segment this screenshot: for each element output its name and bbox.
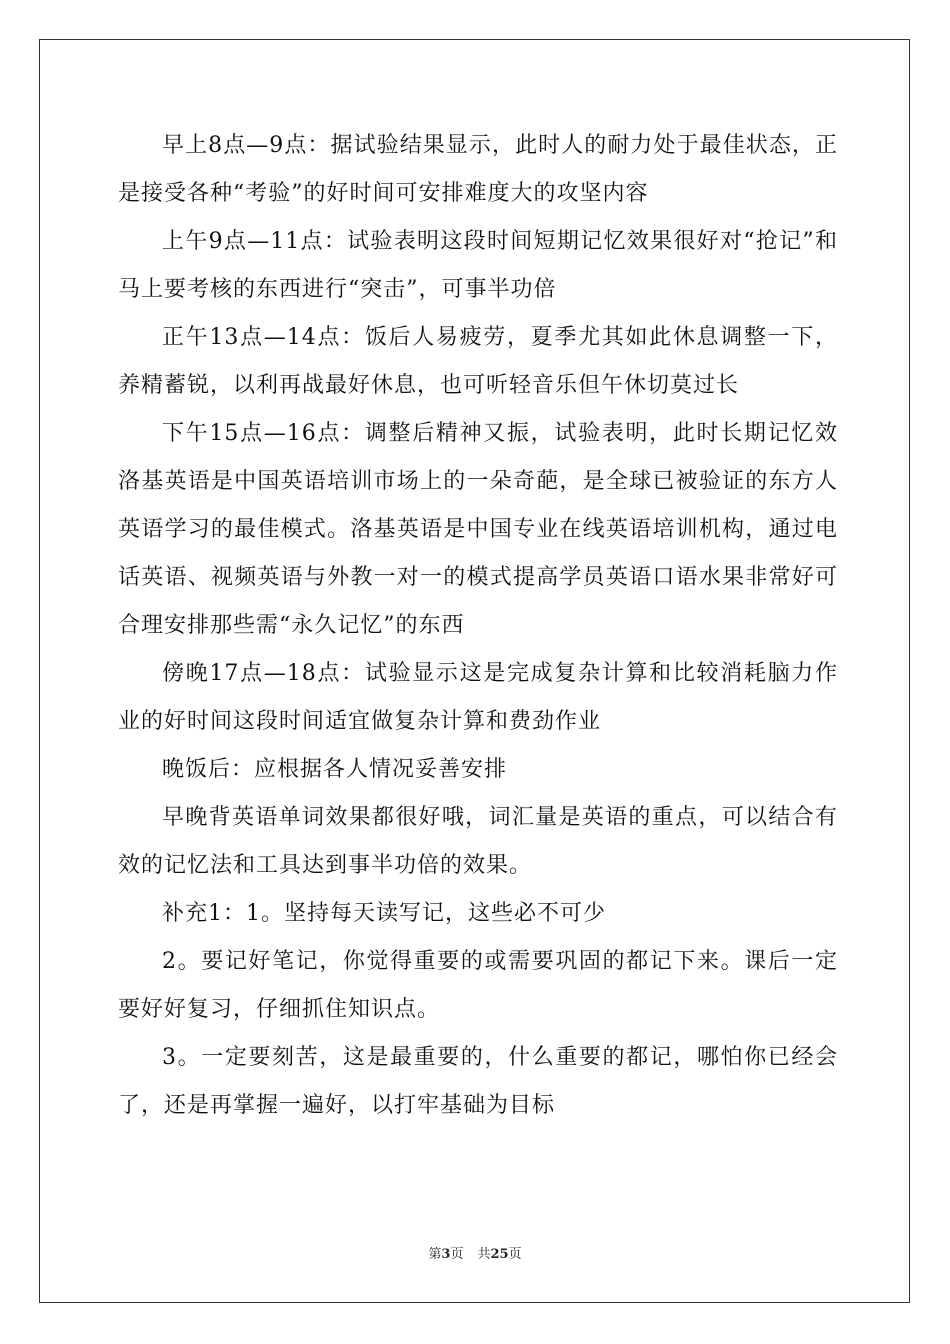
document-body xyxy=(118,122,838,1130)
paragraph-after-dinner: 晚饭后：应根据各人情况妥善安排 xyxy=(162,757,508,782)
paragraph-noon: 正午13点—14点：饭后人易疲劳，夏季尤其如此休息调整一下，养精蓄锐，以利再战最好休息，也可听轻音乐但午休切莫过长 xyxy=(118,325,838,398)
page-number: 3 xyxy=(441,1247,451,1262)
paragraph-morning: 早上8点—9点：据试验结果显示，此时人的耐力处于最佳状态，正是接受各种“考验”的好时间可安排难度大的攻坚内容 xyxy=(118,133,838,206)
paragraph-afternoon: 下午15点—16点：调整后精神又振，试验表明，此时长期记忆效洛基英语是中国英语培训市场上的一朵奇葩，是全球已被验证的东方人英语学习的最佳模式。洛基英语是中国专业在线英语培训机构，通过电话英语、视频英语与外教一对一的模式提高学员英语口语水果非常好可合理安排那些需“永久记忆”的东西 xyxy=(118,421,838,638)
total-suffix: 页 xyxy=(508,1247,522,1262)
page-prefix: 第 xyxy=(428,1247,442,1262)
total-prefix: 共 xyxy=(477,1247,491,1262)
paragraph-supplement-2: 2。要记好笔记，你觉得重要的或需要巩固的都记下来。课后一定要好好复习，仔细抓住知识点。 xyxy=(118,949,838,1022)
page-suffix: 页 xyxy=(450,1247,464,1262)
paragraph-supplement-3: 3。一定要刻苦，这是最重要的，什么重要的都记，哪怕你已经会了，还是再掌握一遍好，以打牢基础为目标 xyxy=(118,1045,838,1118)
paragraph-vocabulary: 早晚背英语单词效果都很好哦，词汇量是英语的重点，可以结合有效的记忆法和工具达到事半功倍的效果。 xyxy=(118,805,838,878)
paragraph-forenoon: 上午9点—11点：试验表明这段时间短期记忆效果很好对“抢记”和马上要考核的东西进行“突击”，可事半功倍 xyxy=(118,229,838,302)
total-pages: 25 xyxy=(490,1247,509,1262)
paragraph-evening: 傍晚17点—18点：试验显示这是完成复杂计算和比较消耗脑力作业的好时间这段时间适宜做复杂计算和费劲作业 xyxy=(118,661,838,734)
paragraph-supplement-1: 补充1：1。坚持每天读写记，这些必不可少 xyxy=(162,901,606,926)
page-footer xyxy=(0,1246,950,1264)
